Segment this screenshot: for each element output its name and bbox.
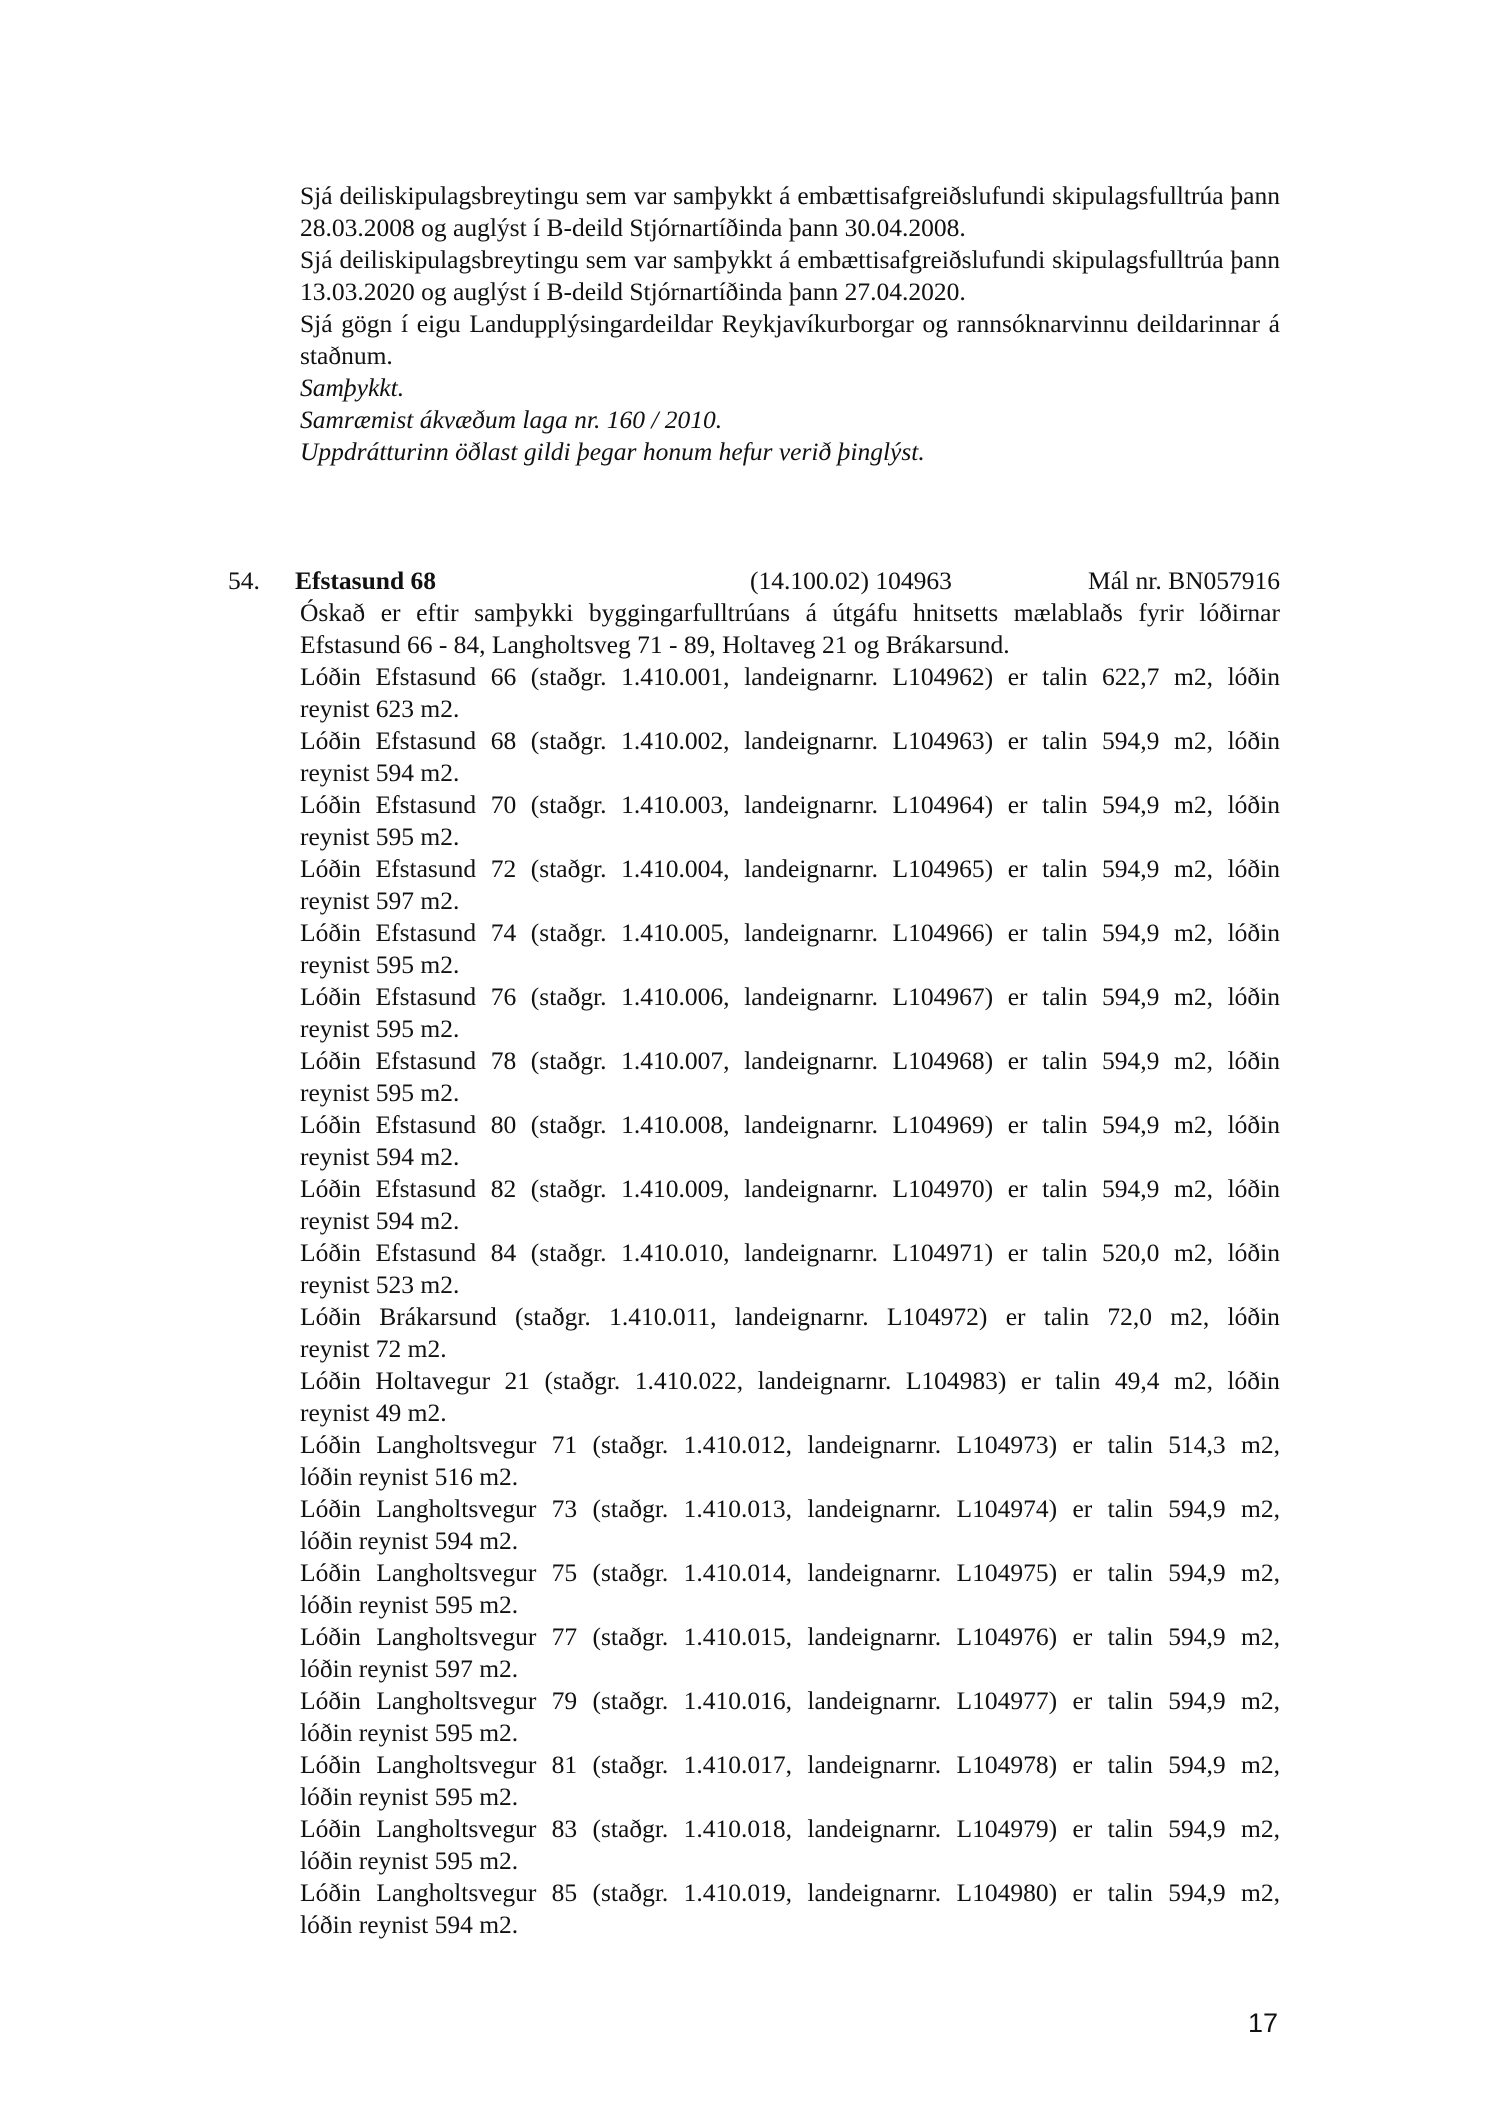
lot-result: lóðin reynist 597 m2. (300, 1654, 519, 1683)
lot-result: reynist 523 m2. (300, 1270, 460, 1299)
lot-entry (300, 1685, 1280, 1749)
lot-entry (300, 1429, 1280, 1493)
lot-entry (300, 1301, 1280, 1365)
registration-note: Uppdrátturinn öðlast gildi þegar honum hefur verið þinglýst. (300, 437, 925, 466)
lot-entry (300, 1557, 1280, 1621)
lot-list (300, 661, 1280, 1941)
lot-result: reynist 597 m2. (300, 886, 460, 915)
lot-result: reynist 594 m2. (300, 758, 460, 787)
item-title: Efstasund 68 (295, 566, 437, 595)
lot-result: lóðin reynist 594 m2. (300, 1910, 519, 1939)
approval-note: Samþykkt. (300, 373, 405, 402)
lot-description: Lóðin Efstasund 78 (staðgr. 1.410.007, landeignarnr. L104968) er talin 594,9 m2, lóðin (300, 1046, 1280, 1075)
lot-result: lóðin reynist 594 m2. (300, 1526, 519, 1555)
lot-entry (300, 1237, 1280, 1301)
intro-section (300, 180, 1280, 468)
item-code: (14.100.02) 104963 (750, 566, 952, 595)
lot-result: reynist 595 m2. (300, 1014, 460, 1043)
lot-description: Lóðin Langholtsvegur 79 (staðgr. 1.410.016, landeignarnr. L104977) er talin 594,9 m2, (300, 1686, 1280, 1715)
lot-entry (300, 1493, 1280, 1557)
lot-result: lóðin reynist 595 m2. (300, 1718, 519, 1747)
lot-result: reynist 623 m2. (300, 694, 460, 723)
lot-result: reynist 594 m2. (300, 1142, 460, 1171)
item-body (300, 597, 1280, 1941)
lot-entry (300, 789, 1280, 853)
lot-entry (300, 917, 1280, 981)
lot-description: Lóðin Efstasund 76 (staðgr. 1.410.006, landeignarnr. L104967) er talin 594,9 m2, lóðin (300, 982, 1280, 1011)
lot-entry (300, 981, 1280, 1045)
page-number: 17 (1247, 2008, 1278, 2038)
lot-result: reynist 595 m2. (300, 822, 460, 851)
intro-paragraph: Sjá deiliskipulagsbreytingu sem var samþykkt á embættisafgreiðslufundi skipulagsfulltrúa þann 13.03.2020 og auglýst í B-deild Stjórnartíðinda þann 27.04.2020. (300, 245, 1280, 306)
lot-description: Lóðin Langholtsvegur 85 (staðgr. 1.410.019, landeignarnr. L104980) er talin 594,9 m2, (300, 1878, 1280, 1907)
lot-result: lóðin reynist 595 m2. (300, 1846, 519, 1875)
request-paragraph: Óskað er eftir samþykki byggingarfulltrúans á útgáfu hnitsetts mælablaðs fyrir lóðirnar Efstasund 66 - 84, Langholtsveg 71 - 89, Holtaveg 21 og Brákarsund. (300, 598, 1280, 659)
case-number: Mál nr. BN057916 (1088, 566, 1280, 595)
lot-description: Lóðin Langholtsvegur 71 (staðgr. 1.410.012, landeignarnr. L104973) er talin 514,3 m2, (300, 1430, 1280, 1459)
law-note: Samræmist ákvæðum laga nr. 160 / 2010. (300, 405, 723, 434)
lot-description: Lóðin Efstasund 68 (staðgr. 1.410.002, landeignarnr. L104963) er talin 594,9 m2, lóðin (300, 726, 1280, 755)
lot-description: Lóðin Efstasund 80 (staðgr. 1.410.008, landeignarnr. L104969) er talin 594,9 m2, lóðin (300, 1110, 1280, 1139)
intro-paragraph: Sjá deiliskipulagsbreytingu sem var samþykkt á embættisafgreiðslufundi skipulagsfulltrúa þann 28.03.2008 og auglýst í B-deild Stjórnartíðinda þann 30.04.2008. (300, 181, 1280, 242)
lot-entry (300, 661, 1280, 725)
lot-description: Lóðin Brákarsund (staðgr. 1.410.011, landeignarnr. L104972) er talin 72,0 m2, lóðin (300, 1302, 1280, 1331)
lot-entry (300, 1365, 1280, 1429)
lot-result: reynist 595 m2. (300, 950, 460, 979)
lot-result: reynist 49 m2. (300, 1398, 447, 1427)
lot-description: Lóðin Efstasund 72 (staðgr. 1.410.004, landeignarnr. L104965) er talin 594,9 m2, lóðin (300, 854, 1280, 883)
item-number: 54. (228, 566, 260, 595)
lot-entry (300, 1109, 1280, 1173)
lot-description: Lóðin Efstasund 70 (staðgr. 1.410.003, landeignarnr. L104964) er talin 594,9 m2, lóðin (300, 790, 1280, 819)
lot-result: reynist 594 m2. (300, 1206, 460, 1235)
lot-entry (300, 1877, 1280, 1941)
lot-entry (300, 1173, 1280, 1237)
lot-description: Lóðin Holtavegur 21 (staðgr. 1.410.022, landeignarnr. L104983) er talin 49,4 m2, lóðin (300, 1366, 1280, 1395)
item-header (228, 565, 1280, 597)
lot-description: Lóðin Langholtsvegur 83 (staðgr. 1.410.018, landeignarnr. L104979) er talin 594,9 m2, (300, 1814, 1280, 1843)
lot-result: lóðin reynist 595 m2. (300, 1590, 519, 1619)
lot-description: Lóðin Efstasund 74 (staðgr. 1.410.005, landeignarnr. L104966) er talin 594,9 m2, lóðin (300, 918, 1280, 947)
lot-description: Lóðin Efstasund 66 (staðgr. 1.410.001, landeignarnr. L104962) er talin 622,7 m2, lóðin (300, 662, 1280, 691)
lot-entry (300, 1621, 1280, 1685)
lot-description: Lóðin Efstasund 82 (staðgr. 1.410.009, landeignarnr. L104970) er talin 594,9 m2, lóðin (300, 1174, 1280, 1203)
lot-result: reynist 595 m2. (300, 1078, 460, 1107)
lot-entry (300, 1813, 1280, 1877)
lot-result: reynist 72 m2. (300, 1334, 447, 1363)
lot-result: lóðin reynist 516 m2. (300, 1462, 519, 1491)
lot-entry (300, 853, 1280, 917)
lot-entry (300, 725, 1280, 789)
lot-result: lóðin reynist 595 m2. (300, 1782, 519, 1811)
lot-description: Lóðin Efstasund 84 (staðgr. 1.410.010, landeignarnr. L104971) er talin 520,0 m2, lóðin (300, 1238, 1280, 1267)
lot-entry (300, 1749, 1280, 1813)
intro-paragraph: Sjá gögn í eigu Landupplýsingardeildar Reykjavíkurborgar og rannsóknarvinnu deildarinnar á staðnum. (300, 309, 1280, 370)
lot-description: Lóðin Langholtsvegur 77 (staðgr. 1.410.015, landeignarnr. L104976) er talin 594,9 m2, (300, 1622, 1280, 1651)
lot-description: Lóðin Langholtsvegur 81 (staðgr. 1.410.017, landeignarnr. L104978) er talin 594,9 m2, (300, 1750, 1280, 1779)
lot-description: Lóðin Langholtsvegur 75 (staðgr. 1.410.014, landeignarnr. L104975) er talin 594,9 m2, (300, 1558, 1280, 1587)
lot-entry (300, 1045, 1280, 1109)
lot-description: Lóðin Langholtsvegur 73 (staðgr. 1.410.013, landeignarnr. L104974) er talin 594,9 m2, (300, 1494, 1280, 1523)
